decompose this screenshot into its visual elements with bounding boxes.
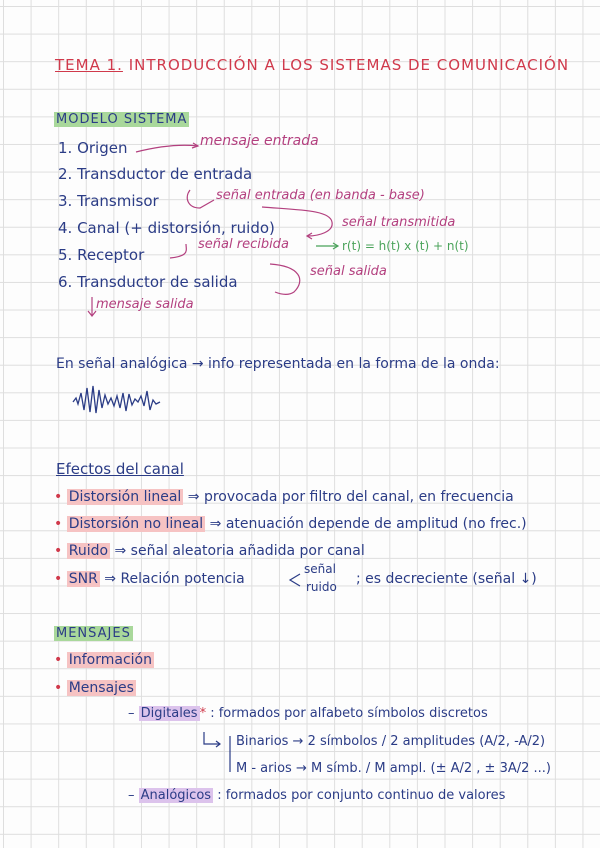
list-item: 3. Transmisor	[58, 192, 159, 210]
snr-tail: ; es decreciente (señal ↓)	[356, 571, 537, 587]
fraction-top: señal	[304, 562, 336, 576]
fraction-bracket-icon	[290, 574, 300, 586]
section-heading-mensajes: MENSAJES	[56, 626, 131, 641]
arrow-recibida	[170, 244, 186, 258]
list-item: 4. Canal (+ distorsión, ruido)	[58, 219, 275, 237]
list-item: 1. Origen	[58, 139, 128, 157]
note-senal-salida: señal salida	[310, 264, 387, 279]
binarios-line: Binarios → 2 símbolos / 2 amplitudes (A/2, -A/2)	[236, 734, 546, 749]
list-item: 5. Receptor	[58, 246, 145, 264]
arrow-mensaje-entrada	[136, 145, 198, 152]
section-heading-efectos: Efectos del canal	[56, 460, 184, 478]
list-item: • Distorsión no lineal ⇒ atenuación depende de amplitud (no frec.)	[54, 516, 527, 532]
note-mensaje-salida: mensaje salida	[96, 297, 194, 312]
arrow-salida	[270, 264, 300, 294]
title-text: INTRODUCCIÓN A LOS SISTEMAS DE COMUNICACIÓN	[128, 56, 570, 74]
list-item: • SNR ⇒ Relación potencia	[54, 571, 245, 587]
note-senal-transmitida: señal transmitida	[342, 215, 456, 230]
section-heading-modelo: MODELO SISTEMA	[56, 112, 188, 127]
list-item: • Ruido ⇒ señal aleatoria añadida por canal	[54, 543, 365, 559]
note-mensaje-entrada: mensaje entrada	[200, 133, 319, 149]
arrow-transmitida	[262, 207, 332, 236]
marios-line: M - arios → M símb. / M ampl. (± A/2 , ± 3A/2 ...)	[236, 761, 551, 776]
analog-statement: En señal analógica → info representada en la forma de la onda:	[56, 356, 500, 372]
analog-waveform-icon	[73, 386, 160, 413]
list-item: • Distorsión lineal ⇒ provocada por filtro del canal, en frecuencia	[54, 489, 514, 505]
digitales-line: – Digitales * : formados por alfabeto símbolos discretos	[128, 706, 488, 721]
formula: r(t) = h(t) x (t) + n(t)	[342, 239, 469, 253]
arrow-senal-entrada	[187, 190, 214, 208]
note-senal-recibida: señal recibida	[198, 237, 289, 252]
list-item: • Mensajes	[54, 680, 134, 696]
list-item: • Información	[54, 652, 152, 668]
fraction-bottom: ruido	[306, 580, 337, 594]
list-item: 2. Transductor de entrada	[58, 165, 253, 183]
note-senal-entrada: señal entrada (en banda - base)	[216, 188, 425, 203]
title-tema: TEMA 1.	[55, 56, 123, 74]
analogicos-line: – Analógicos : formados por conjunto continuo de valores	[128, 788, 506, 803]
list-item: 6. Transductor de salida	[58, 273, 238, 291]
